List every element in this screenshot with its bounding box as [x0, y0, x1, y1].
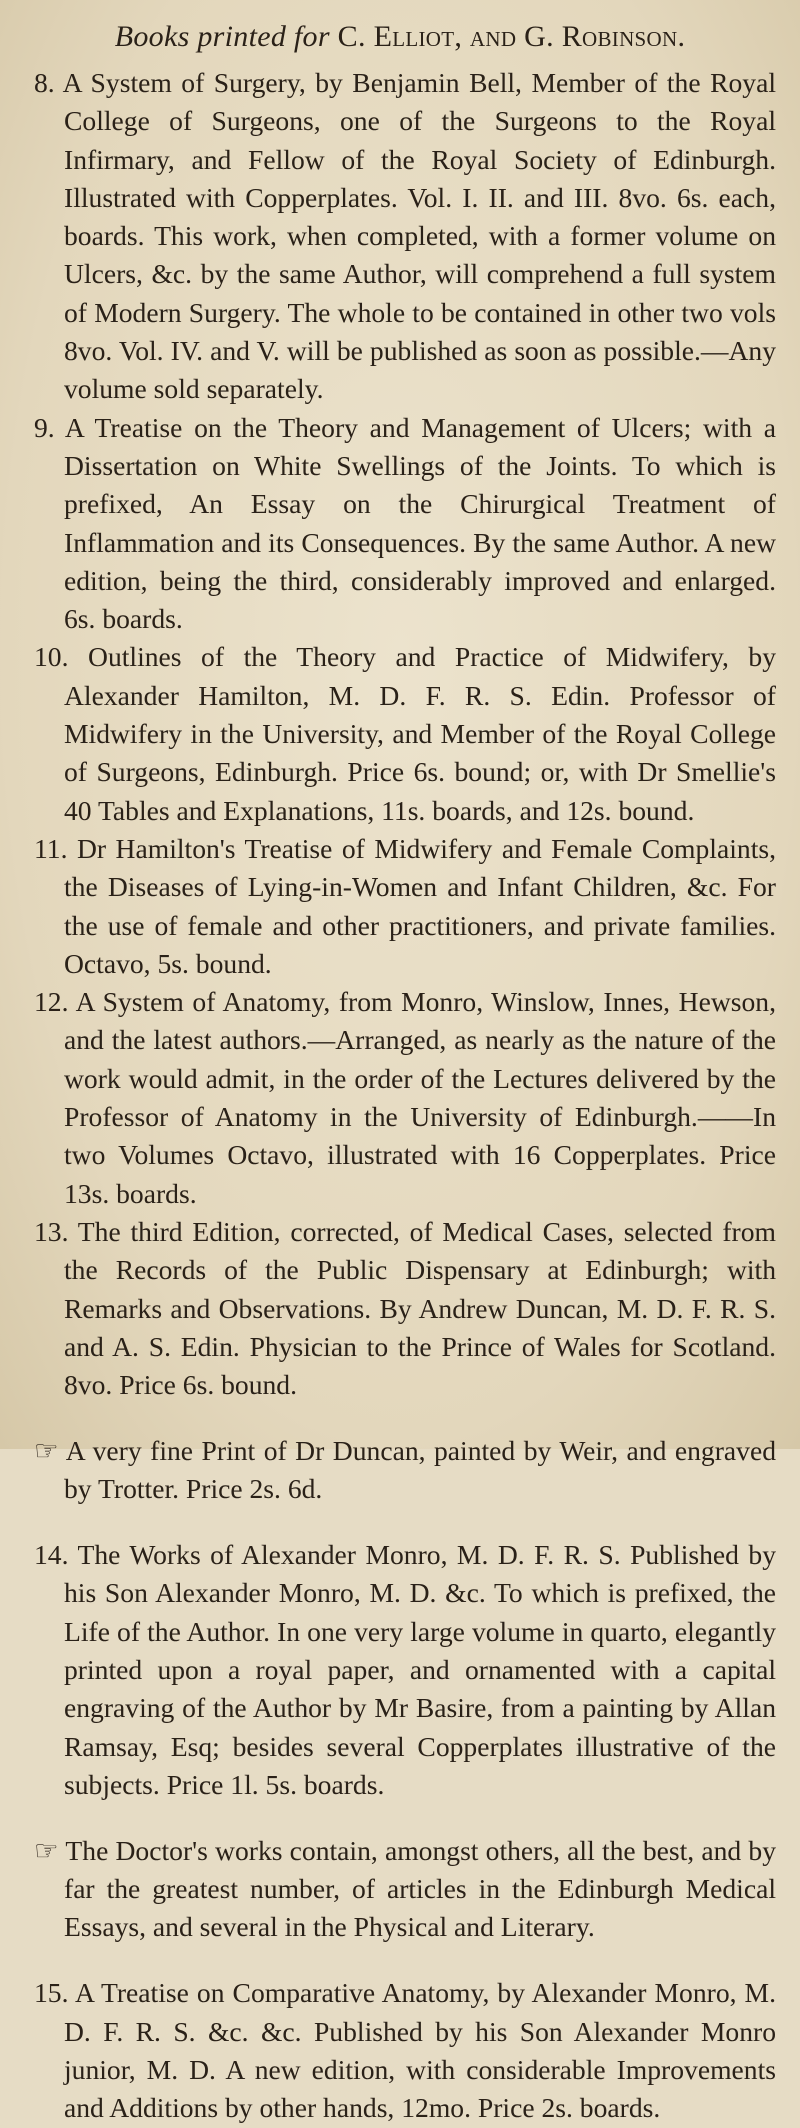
entry-text: Dr Hamilton's Treatise of Midwifery and Female Complaints, the Diseases of Lying-in-Women and Infant Children, &c. For the use of female and other practitioners, and private families. Octavo, 5s. bound. — [64, 832, 776, 979]
entry-number: 11. — [34, 832, 68, 864]
list-item — [34, 638, 776, 829]
page-header — [0, 20, 800, 54]
entry-number: 13. — [34, 1215, 69, 1247]
entry-number: 12. — [34, 986, 69, 1018]
advertisement-list — [34, 64, 776, 2128]
entry-number: 10. — [34, 641, 69, 673]
list-item — [34, 409, 776, 639]
entry-text: A Treatise on the Theory and Management of Ulcers; with a Dissertation on White Swellings of the Joints. To which is prefixed, An Essay on the Chirurgical Treatment of Inflammation and its Consequences. By the same Author. A new edition, being the third, considerably improved and enlarged. 6s. boards. — [64, 411, 776, 635]
list-item — [34, 64, 776, 409]
header-publishers: C. Elliot, and G. Robinson. — [337, 20, 686, 53]
entry-text: Outlines of the Theory and Practice of Midwifery, by Alexander Hamilton, M. D. F. R. S. Edin. Professor of Midwifery in the University, and Member of the Royal College of Surgeons, Edinburgh. Price 6s. bound; or, with Dr Smellie's 40 Tables and Explanations, 11s. boards, and 12s. bound. — [64, 641, 776, 826]
entry-text: A Treatise on Comparative Anatomy, by Alexander Monro, M. D. F. R. S. &c. &c. Published by his Son Alexander Monro junior, M. D. A new edition, with considerable Improvements and Additions by other hands, 12mo. Price 2s. boards. — [64, 1977, 776, 2124]
entry-number: 9. — [34, 411, 55, 443]
list-item — [34, 983, 776, 1213]
list-item — [34, 830, 776, 983]
entry-text: The Works of Alexander Monro, M. D. F. R. S. Published by his Son Alexander Monro, M. D. &c. To which is prefixed, the Life of the Author. In one very large volume in quarto, elegantly printed upon a royal paper, and ornamented with a capital engraving of the Author by Mr Basire, from a painting by Allan Ramsay, Esq; besides several Copperplates illustrative of the subjects. Price 1l. 5s. boards. — [64, 1539, 776, 1800]
entry-text: The third Edition, corrected, of Medical Cases, selected from the Records of the Public Dispensary at Edinburgh; with Remarks and Observations. By Andrew Duncan, M. D. F. R. S. and A. S. Edin. Physician to the Prince of Wales for Scotland. 8vo. Price 6s. bound. — [64, 1215, 776, 1401]
duncan-print-notice: ☞ A very fine Print of Dr Duncan, painted by Weir, and engraved by Trotter. Price 2s. 6d. — [34, 1434, 776, 1505]
list-item — [34, 1974, 776, 2127]
entry-text: A System of Surgery, by Benjamin Bell, Member of the Royal College of Surgeons, one of the Surgeons to the Royal Infirmary, and Fellow of the Royal Society of Edinburgh. Illustrated with Copperplates. Vol. I. II. and III. 8vo. 6s. each, boards. This work, when completed, with a former volume on Ulcers, &c. by the same Author, will comprehend a full system of Modern Surgery. The whole to be contained in other two vols 8vo. Vol. IV. and V. will be published as soon as possible.—Any volume sold separately. — [62, 67, 776, 405]
list-item — [34, 1536, 776, 1804]
list-item — [34, 1213, 776, 1404]
entry-number: 8. — [34, 67, 55, 98]
entry-text: A System of Anatomy, from Monro, Winslow, Innes, Hewson, and the latest authors.—Arranged, as nearly as the nature of the work would admit, in the order of the Lectures delivered by the Professor of Anatomy in the University of Edinburgh.——In two Volumes Octavo, illustrated with 16 Copperplates. Price 13s. boards. — [64, 986, 776, 1209]
header-prefix: Books printed for — [114, 20, 330, 53]
entry-number: 15. — [34, 1977, 69, 2009]
doctor-works-notice: ☞ The Doctor's works contain, amongst others, all the best, and by far the greatest number, of articles in the Edinburgh Medical Essays, and several in the Physical and Literary. — [34, 1834, 776, 1943]
entry-number: 14. — [34, 1539, 69, 1571]
